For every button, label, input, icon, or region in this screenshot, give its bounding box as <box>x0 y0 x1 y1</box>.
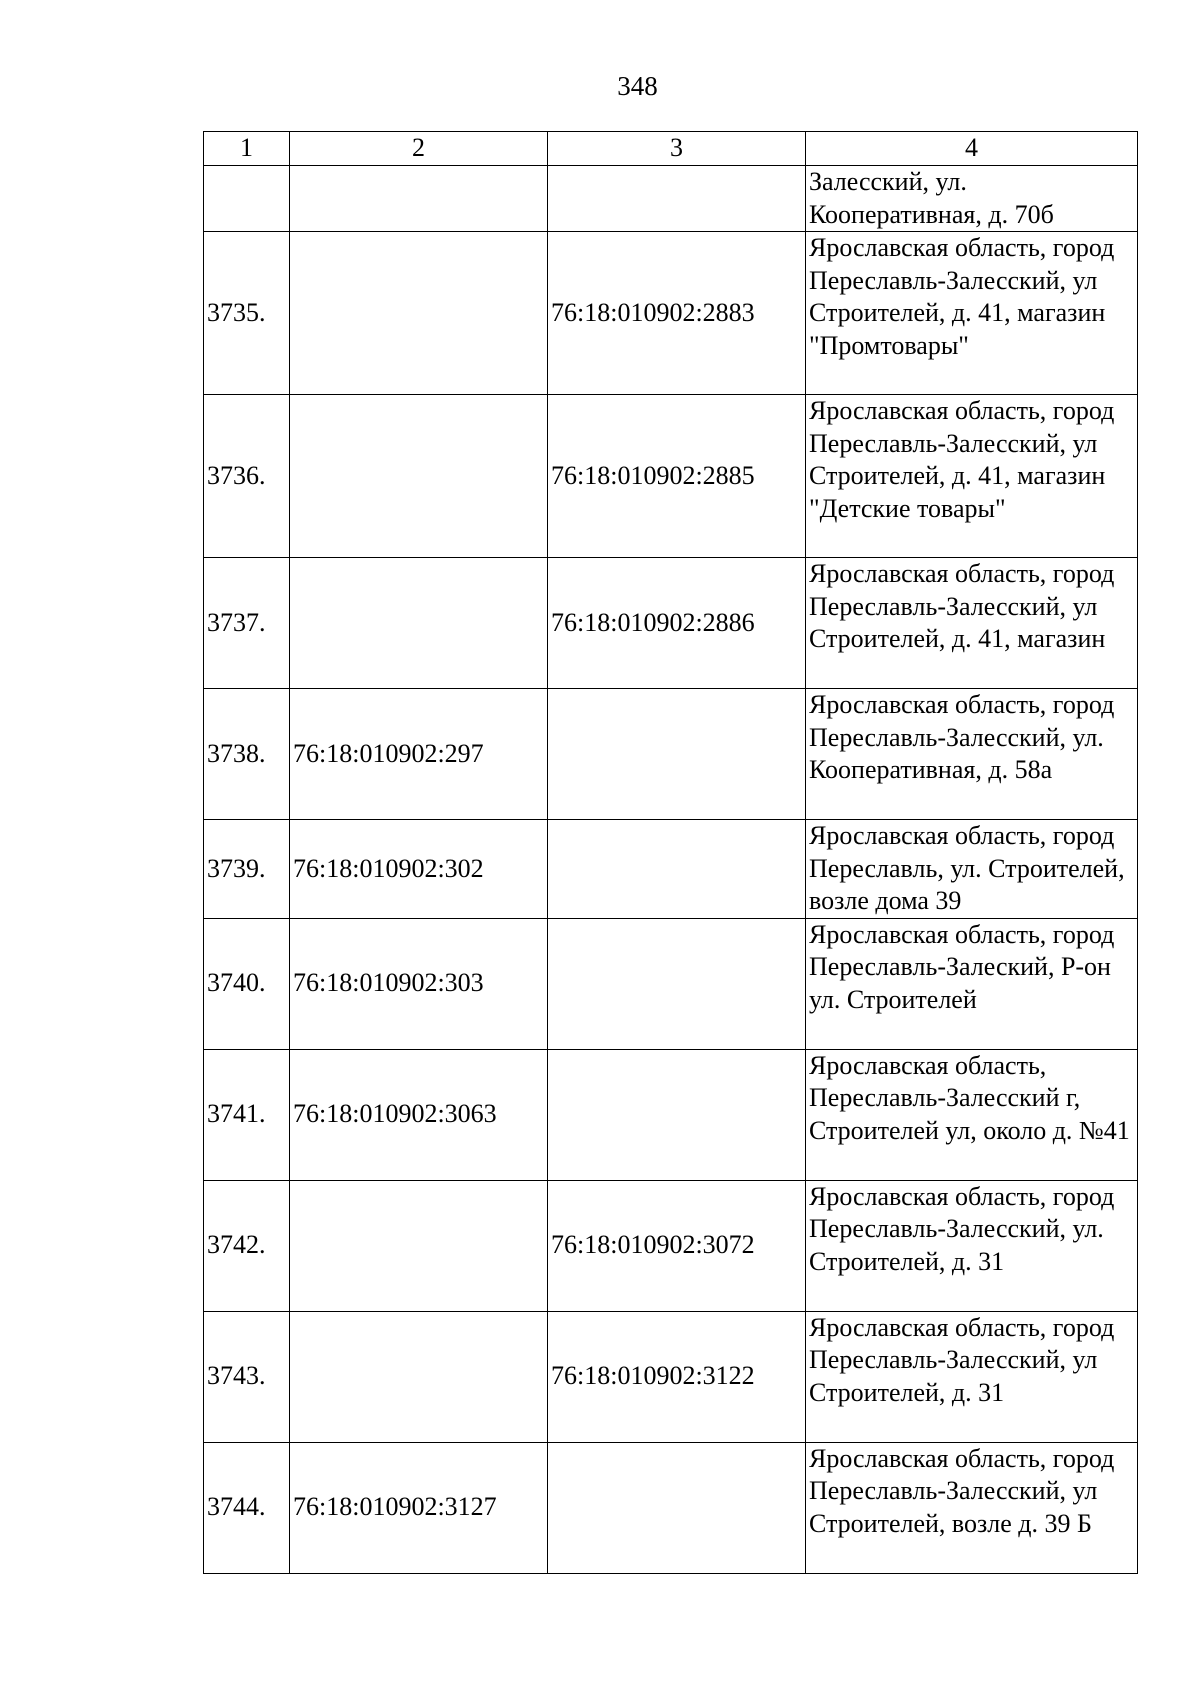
cadastral-number-col2 <box>290 558 548 689</box>
row-number: 3743. <box>204 1311 290 1442</box>
table-row <box>204 1442 1138 1573</box>
row-number: 3738. <box>204 689 290 820</box>
page-number: 348 <box>617 71 658 101</box>
table-row <box>204 1049 1138 1180</box>
address-cell: Ярославская область, город Переславль-Залесский, ул. Кооперативная, д. 58а <box>806 689 1138 820</box>
table-row <box>204 918 1138 1049</box>
cadastral-number-col2 <box>290 395 548 558</box>
cadastral-number-col3 <box>548 1049 806 1180</box>
column-header-4: 4 <box>806 132 1138 166</box>
cadastral-number-col2 <box>290 166 548 232</box>
table-row <box>204 558 1138 689</box>
address-cell: Ярославская область, город Переславль-Залесский, ул Строителей, д. 31 <box>806 1311 1138 1442</box>
table-header-row <box>204 132 1138 166</box>
address-cell: Ярославская область, город Переславль, ул. Строителей, возле дома 39 <box>806 820 1138 919</box>
cadastral-number-col3: 76:18:010902:2886 <box>548 558 806 689</box>
address-cell: Ярославская область, город Переславль-Залесский, ул Строителей, д. 41, магазин <box>806 558 1138 689</box>
cadastral-number-col3 <box>548 689 806 820</box>
row-number: 3740. <box>204 918 290 1049</box>
address-cell: Залесский, ул. Кооперативная, д. 70б <box>806 166 1138 232</box>
cadastral-number-col2 <box>290 1311 548 1442</box>
cadastral-number-col3 <box>548 166 806 232</box>
table-row <box>204 232 1138 395</box>
column-header-2: 2 <box>290 132 548 166</box>
cadastral-number-col3 <box>548 820 806 919</box>
cadastral-number-col2: 76:18:010902:302 <box>290 820 548 919</box>
cadastral-number-col2: 76:18:010902:297 <box>290 689 548 820</box>
row-number: 3741. <box>204 1049 290 1180</box>
cadastral-number-col3: 76:18:010902:2883 <box>548 232 806 395</box>
address-cell: Ярославская область, город Переславль-Залесский, ул. Строителей, д. 31 <box>806 1180 1138 1311</box>
address-cell: Ярославская область, Переславль-Залесский г, Строителей ул, около д. №41 <box>806 1049 1138 1180</box>
address-cell: Ярославская область, город Переславль-Залесский, ул Строителей, д. 41, магазин "Детские товары" <box>806 395 1138 558</box>
row-number: 3736. <box>204 395 290 558</box>
address-cell: Ярославская область, город Переславль-Залесский, ул Строителей, возле д. 39 Б <box>806 1442 1138 1573</box>
cadastral-number-col2: 76:18:010902:303 <box>290 918 548 1049</box>
cadastral-number-col2 <box>290 1180 548 1311</box>
table-row <box>204 1180 1138 1311</box>
address-cell: Ярославская область, город Переславль-Залеский, Р-он ул. Строителей <box>806 918 1138 1049</box>
table-row <box>204 1311 1138 1442</box>
table-row <box>204 395 1138 558</box>
row-number: 3744. <box>204 1442 290 1573</box>
cadastral-number-col2 <box>290 232 548 395</box>
row-number: 3739. <box>204 820 290 919</box>
table-row <box>204 689 1138 820</box>
cadastral-number-col3 <box>548 918 806 1049</box>
cadastral-number-col3 <box>548 1442 806 1573</box>
table-row <box>204 820 1138 919</box>
cadastral-number-col3: 76:18:010902:3072 <box>548 1180 806 1311</box>
cadastral-number-col3: 76:18:010902:3122 <box>548 1311 806 1442</box>
row-number: 3735. <box>204 232 290 395</box>
cadastral-number-col2: 76:18:010902:3127 <box>290 1442 548 1573</box>
row-number: 3737. <box>204 558 290 689</box>
registry-table <box>203 131 1138 1574</box>
table-row <box>204 166 1138 232</box>
row-number: 3742. <box>204 1180 290 1311</box>
column-header-1: 1 <box>204 132 290 166</box>
column-header-3: 3 <box>548 132 806 166</box>
cadastral-number-col2: 76:18:010902:3063 <box>290 1049 548 1180</box>
row-number <box>204 166 290 232</box>
address-cell: Ярославская область, город Переславль-Залесский, ул Строителей, д. 41, магазин "Промтовары" <box>806 232 1138 395</box>
cadastral-number-col3: 76:18:010902:2885 <box>548 395 806 558</box>
